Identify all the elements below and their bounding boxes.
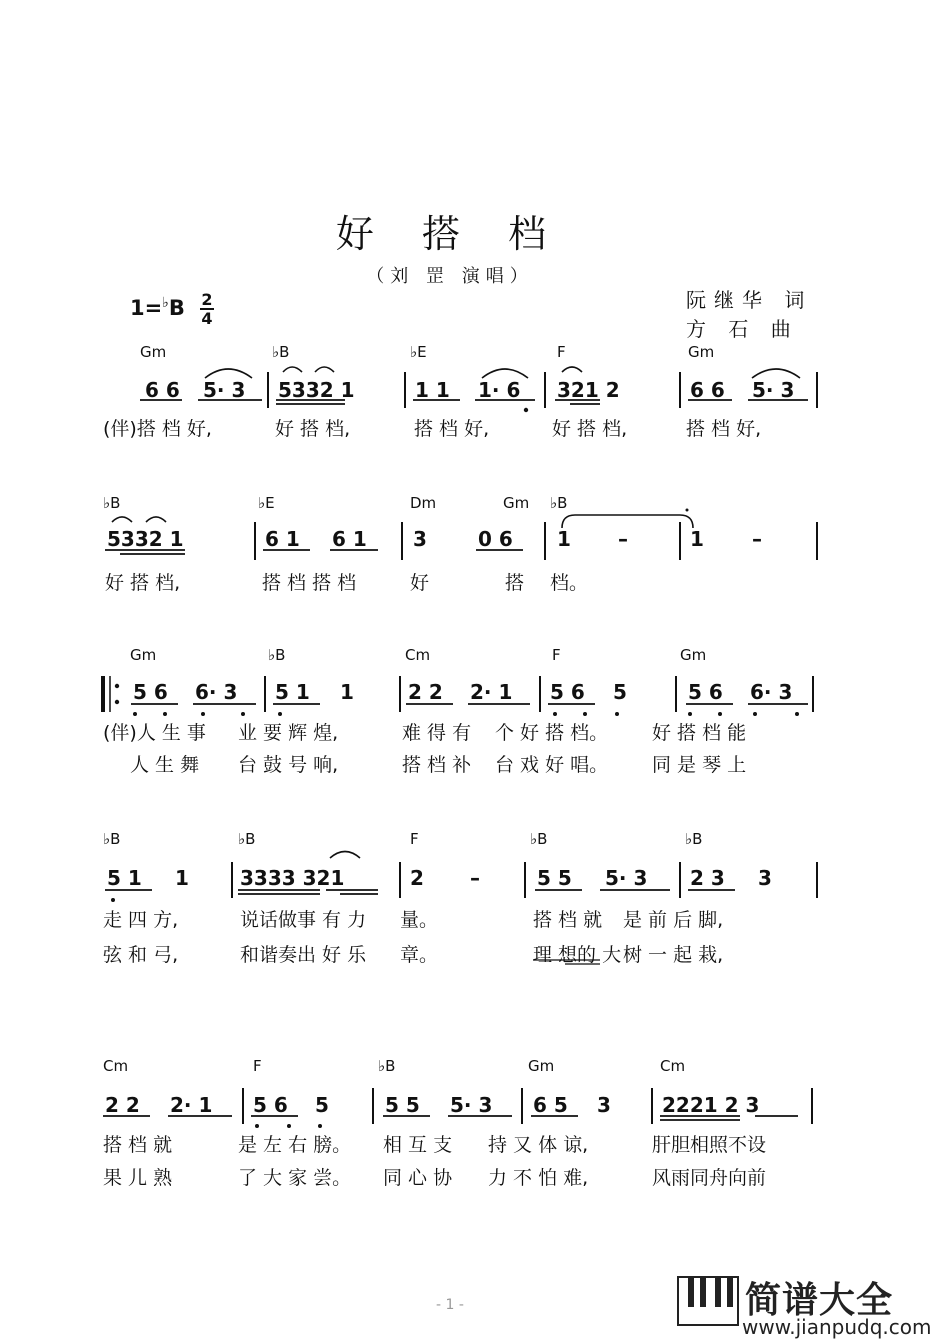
chord-symbol: ♭B	[550, 494, 568, 512]
note-group: 5 5	[385, 1093, 420, 1117]
note-group: 2· 1	[470, 680, 513, 704]
key-prefix: 1=	[130, 296, 163, 320]
note-group: 2221 2 3	[662, 1093, 760, 1117]
chord-symbol: ♭B	[272, 343, 290, 361]
lyric-text-verse2: 树 一 起 栽,	[623, 944, 724, 966]
note-group: 2· 1	[170, 1093, 213, 1117]
lyric-text: 是 前 后 脚,	[623, 909, 724, 931]
composer-credit: 方 石 曲	[686, 317, 799, 341]
lyric-text: 搭 档 搭 档	[262, 572, 357, 594]
lyric-text-verse2: 同 是 琴 上	[652, 754, 747, 776]
chord-symbol: ♭B	[378, 1057, 396, 1075]
note-group: 6· 3	[750, 680, 793, 704]
note-group: 5332 1	[107, 527, 184, 551]
note-group: 5	[613, 680, 627, 704]
lyricist-credit: 阮继华 词	[686, 288, 813, 312]
lyric-text: 好 搭 档,	[552, 418, 628, 440]
note-group: 2 2	[105, 1093, 140, 1117]
lyric-text: 搭 档 就	[103, 1134, 173, 1156]
lyric-text: 好	[410, 572, 430, 594]
note-group: 3	[413, 527, 427, 551]
lyric-text: 是 左 右 膀。	[238, 1134, 352, 1156]
note-group: 3333 321	[240, 866, 345, 890]
note-group: 5 6	[133, 680, 168, 704]
chord-symbol: Cm	[405, 646, 431, 664]
lyric-text-verse2: 弦 和 弓,	[103, 944, 179, 966]
note-group: 1	[175, 866, 189, 890]
note-group: 3	[758, 866, 772, 890]
chord-symbol: Gm	[680, 646, 707, 664]
note-group: 5 5	[537, 866, 572, 890]
chord-symbol: ♭B	[268, 646, 286, 664]
note-group: 321 2	[557, 378, 620, 402]
note-group: 5· 3	[605, 866, 648, 890]
lyric-text: 说话做事 有 力	[240, 909, 367, 931]
time-unit: 4	[201, 309, 213, 328]
lyric-text: 搭	[505, 572, 525, 594]
note-group: 2	[410, 866, 424, 890]
note-group: 2 3	[690, 866, 725, 890]
flat-sign: ♭	[162, 295, 169, 311]
note-group: 3	[597, 1093, 611, 1117]
note-group: 1	[557, 527, 571, 551]
chord-symbol: Gm	[503, 494, 530, 512]
chord-symbol: Cm	[660, 1057, 686, 1075]
lyric-text-verse2: 人 生 舞	[130, 754, 200, 776]
chord-symbol: ♭B	[685, 830, 703, 848]
note-group: 5	[315, 1093, 329, 1117]
note-group: 5 1	[107, 866, 142, 890]
lyric-text-verse2: 果 儿 熟	[103, 1167, 173, 1189]
lyric-text-verse2: 搭 档 补	[402, 754, 472, 776]
key-note: B	[168, 296, 185, 320]
lyric-text: 肝胆相照不设	[652, 1134, 767, 1156]
note-group: 6 5	[533, 1093, 568, 1117]
note-group: 6· 3	[195, 680, 238, 704]
note-group: 5· 3	[203, 378, 246, 402]
performer-note: （刘 罡 演唱）	[366, 266, 534, 287]
note-group: 5 6	[550, 680, 585, 704]
lyric-text-verse2: 理 想的 大	[533, 944, 622, 966]
note-group: 6 6	[145, 378, 180, 402]
lyric-text: 好 搭 档,	[275, 418, 351, 440]
chord-symbol: ♭B	[103, 830, 121, 848]
lyric-text: 好 搭 档 能	[652, 722, 747, 744]
lyric-text: 业 要 辉 煌,	[238, 722, 339, 744]
chord-symbol: ♭B	[238, 830, 256, 848]
note-group: 5· 3	[450, 1093, 493, 1117]
lyric-text: 搭 档 好,	[414, 418, 490, 440]
repeat-sign	[103, 676, 119, 712]
chord-symbol: Dm	[410, 494, 437, 512]
note-group: –	[470, 866, 480, 890]
lyric-text-verse2: 力 不 怕 难,	[488, 1167, 589, 1189]
note-group: –	[618, 527, 628, 551]
lyric-text: 相 互 支	[383, 1134, 453, 1156]
note-group: 2 2	[408, 680, 443, 704]
lyric-text-verse2: 风雨同舟向前	[652, 1167, 767, 1189]
lyric-text: 好 搭 档,	[105, 572, 181, 594]
chord-symbol: F	[552, 646, 561, 664]
note-group: 5· 3	[752, 378, 795, 402]
note-group: 1	[340, 680, 354, 704]
chord-symbol: ♭B	[530, 830, 548, 848]
lyric-text-verse2: 同 心 协	[383, 1167, 453, 1189]
chord-symbol: ♭E	[258, 494, 275, 512]
note-group: 0 6	[478, 527, 513, 551]
note-group: 5 6	[253, 1093, 288, 1117]
lyric-text: 搭 档 就	[533, 909, 603, 931]
lyric-text-verse2: 和谐奏出 好 乐	[240, 944, 367, 966]
watermark-url: www.jianpudq.com	[742, 1315, 931, 1339]
note-group: 5332 1	[278, 378, 355, 402]
note-group: 1 1	[415, 378, 450, 402]
page-number: - 1 -	[436, 1297, 464, 1313]
note-group: 5 1	[275, 680, 310, 704]
lyric-text: (伴)人 生 事	[103, 722, 206, 744]
chord-symbol: ♭E	[410, 343, 427, 361]
chord-symbol: Gm	[130, 646, 157, 664]
chord-symbol: F	[557, 343, 566, 361]
lyric-text: 个 好 搭 档。	[495, 722, 609, 744]
chord-symbol: Gm	[688, 343, 715, 361]
lyric-text: 难 得 有	[402, 722, 472, 744]
lyric-text-verse2: 章。	[400, 944, 439, 966]
note-group: 5 6	[688, 680, 723, 704]
lyric-text: 走 四 方,	[103, 909, 179, 931]
song-title: 好 搭 档	[335, 212, 565, 256]
lyric-text: 档。	[550, 572, 589, 594]
note-group: 6 1	[332, 527, 367, 551]
chord-symbol: Gm	[528, 1057, 555, 1075]
lyric-text: 搭 档 好,	[686, 418, 762, 440]
lyric-text-verse2: 台 鼓 号 响,	[238, 754, 339, 776]
lyric-text-verse2: 台 戏 好 唱。	[495, 754, 609, 776]
note-group: 1	[690, 527, 704, 551]
watermark-name: 简谱大全	[745, 1280, 894, 1321]
lyric-text-verse2: 了 大 家 尝。	[238, 1167, 352, 1189]
chord-symbol: F	[410, 830, 419, 848]
note-group: –	[752, 527, 762, 551]
lyric-text: 量。	[400, 909, 439, 931]
chord-symbol: Cm	[103, 1057, 129, 1075]
note-group: 1· 6	[478, 378, 521, 402]
chord-symbol: ♭B	[103, 494, 121, 512]
note-group: 6 1	[265, 527, 300, 551]
note-group: 6 6	[690, 378, 725, 402]
lyric-text: 持 又 体 谅,	[488, 1134, 589, 1156]
chord-symbol: Gm	[140, 343, 167, 361]
chord-symbol: F	[253, 1057, 262, 1075]
time-beats: 2	[201, 290, 213, 309]
lyric-text: (伴)搭 档 好,	[103, 418, 212, 440]
